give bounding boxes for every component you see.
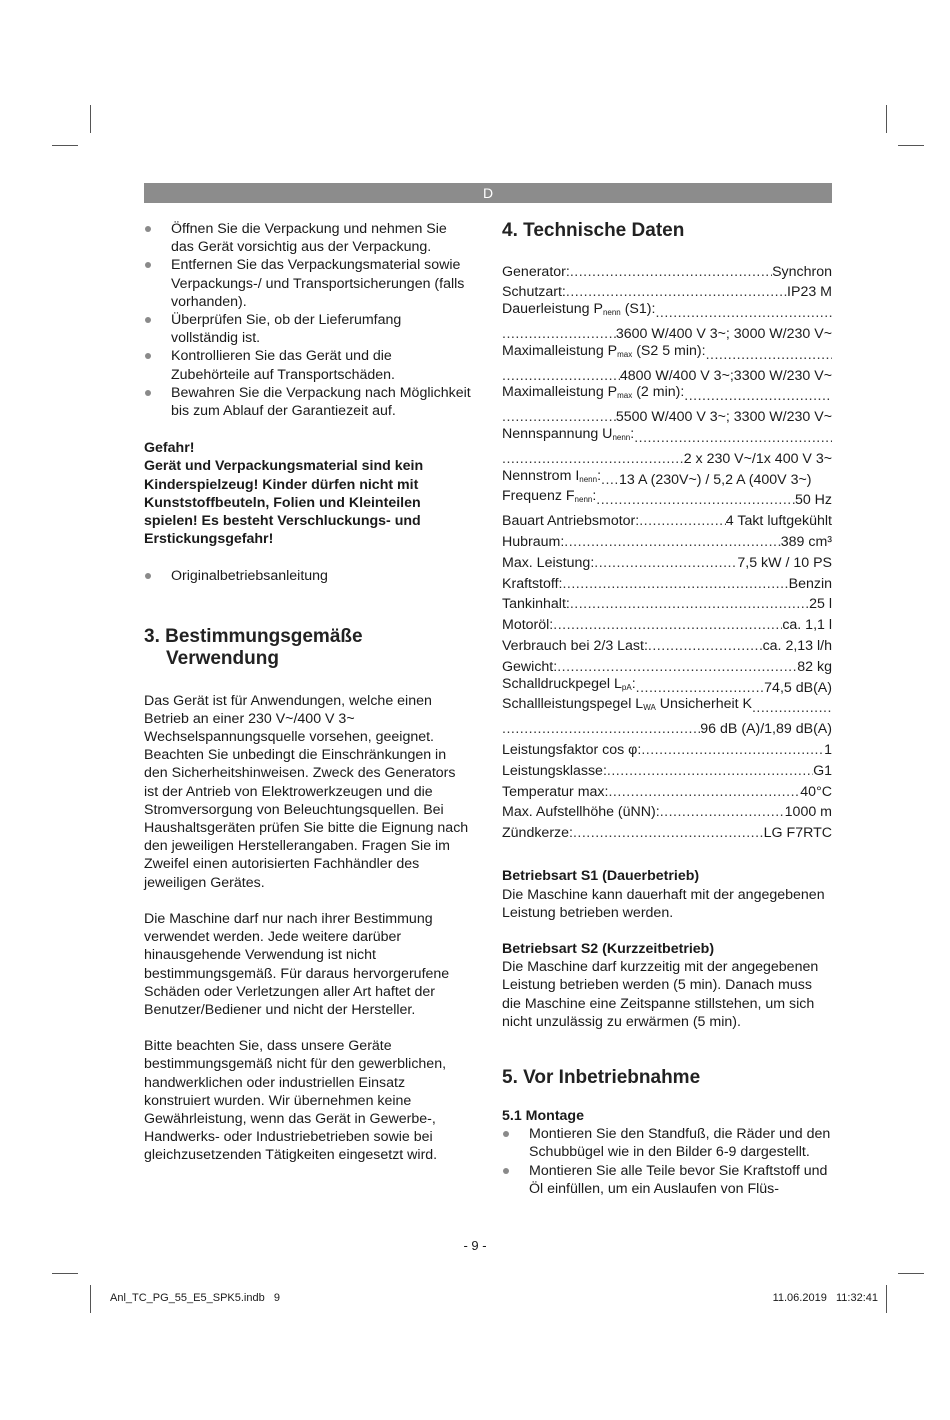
spec-label: Zündkerze: — [502, 825, 573, 842]
unpacking-list — [144, 220, 472, 420]
spec-label: Frequenz $F_{nenn}$: — [502, 488, 597, 505]
spec-row-nennspannung — [502, 426, 832, 447]
warning-text: Gerät und Verpackungsmaterial sind kein Kinderspielzeug! Kinder dürfen nicht mit Kunststoffbeuteln, Folien und Kleinteilen spielen! Es besteht Verschluckungs- und Erstickungsgefahr! — [144, 458, 424, 548]
spec-row-frequenz — [502, 489, 832, 510]
spec-row-max-2min-value — [502, 406, 832, 427]
spec-row-zuendkerze — [502, 822, 832, 843]
spec-row-generator — [502, 260, 832, 281]
spec-label: Leistungsfaktor cos φ: — [502, 741, 642, 758]
spec-label: Generator: — [502, 263, 570, 280]
spec-value: 50 Hz — [794, 492, 832, 509]
spec-label: Schallleistungspegel $L_{WA}$ Unsicherheit K — [502, 696, 752, 713]
section-3-heading — [144, 626, 472, 670]
crop-mark — [52, 145, 78, 146]
spec-label: Max. Aufstellhöhe (üNN): — [502, 804, 660, 821]
spec-value: 4800 W/400 V 3~;3300 W/230 V~ — [619, 367, 832, 384]
paragraph: Die Maschine kann dauerhaft mit der angegebenen Leistung betrieben werden. — [502, 886, 825, 921]
spec-value: 82 kg — [797, 658, 832, 675]
spec-value: 1 — [824, 741, 832, 758]
spec-label: Dauerleistung $P_{nenn}$ (S1): — [502, 301, 656, 318]
spec-value: 96 dB (A)/1,89 dB(A) — [700, 721, 832, 738]
spec-row-max-s2-value — [502, 364, 832, 385]
section-title: Verwendung — [166, 647, 279, 669]
spec-value: ca. 1,1 l — [782, 617, 832, 634]
spec-label: Maximalleistung $P_{max}$ (S2 5 min): — [502, 342, 706, 359]
page-number: - 9 - — [463, 1238, 487, 1253]
spec-label: Verbrauch bei 2/3 Last: — [502, 637, 648, 654]
warning-block — [144, 439, 472, 548]
spec-label: Nennstrom $I_{nenn}$: — [502, 467, 602, 484]
spec-value: 74,5 dB(A) — [764, 679, 832, 696]
spec-value: 3600 W/400 V 3~; 3000 W/230 V~ — [615, 325, 832, 342]
spec-value: 40°C — [800, 783, 832, 800]
spec-label: Bauart Antriebsmotor: — [502, 513, 640, 530]
spec-label: Tankinhalt: — [502, 596, 570, 613]
spec-label: Hubraum: — [502, 533, 565, 550]
spec-row-schallleistung — [502, 697, 832, 718]
spec-row-schalldruck — [502, 676, 832, 697]
spec-row-aufstellhoehe — [502, 801, 832, 822]
spec-table — [502, 260, 832, 842]
subheading: 5.1 Montage — [502, 1107, 584, 1124]
spec-row-schallleistung-value — [502, 718, 832, 739]
spec-row-hubraum — [502, 530, 832, 551]
spec-label: Nennspannung $U_{nenn}$: — [502, 425, 635, 442]
section-title: 3. Bestimmungsgemäße — [144, 625, 363, 647]
list-item: Originalbetriebsanleitung — [144, 567, 472, 585]
paragraph: Bitte beachten Sie, dass unsere Geräte bestimmungsgemäß nicht für den gewerblichen, handwerklichen oder industriellen Einsatz konstruiert wurden. Wir übernehmen keine Gewährleistung, wenn das Gerät in Gewerbe-, Handwerks- oder Industriebetrieben sowie bei gleichzusetzenden Tätigkeiten eingesetzt wird. — [144, 1038, 447, 1164]
spec-value: G1 — [813, 762, 832, 779]
spec-value: IP23 M — [787, 284, 832, 301]
footer-filename: Anl_TC_PG_55_E5_SPK5.indb 9 — [110, 1292, 281, 1304]
left-column — [144, 220, 472, 1165]
spec-label: Leistungsklasse: — [502, 762, 607, 779]
spec-value: Synchron — [772, 263, 832, 280]
section-title: 4. Technische Daten — [502, 220, 685, 241]
spec-row-gewicht — [502, 655, 832, 676]
spec-row-verbrauch — [502, 634, 832, 655]
spec-row-cosphi — [502, 738, 832, 759]
section-title: 5. Vor Inbetriebnahme — [502, 1066, 701, 1088]
spec-row-motoroel — [502, 614, 832, 635]
spec-label: Kraftstoff: — [502, 575, 563, 592]
spec-row-klasse — [502, 759, 832, 780]
spec-label: Motoröl: — [502, 617, 554, 634]
spec-value: 5500 W/400 V 3~; 3300 W/230 V~ — [615, 409, 832, 426]
spec-label: Schalldruckpegel $L_{pA}$: — [502, 675, 636, 692]
crop-mark — [898, 1273, 924, 1274]
paragraph: Die Maschine darf kurzzeitig mit der angegebenen Leistung betrieben werden (5 min). Danach muss die Maschine eine Zeitspanne stillstehen, um sich nicht unzulässig zu erwärmen (5 min). — [502, 959, 819, 1030]
crop-mark — [90, 105, 91, 133]
spec-row-leistung — [502, 551, 832, 572]
list-item: Öffnen Sie die Verpackung und nehmen Sie das Gerät vorsichtig aus der Verpackung. — [144, 220, 472, 256]
spec-row-dauerleistung — [502, 302, 832, 323]
spec-row-schutzart — [502, 281, 832, 302]
spec-value: ca. 2,13 l/h — [762, 637, 832, 654]
spec-row-bauart — [502, 510, 832, 531]
crop-mark — [886, 1285, 887, 1313]
spec-row-tankinhalt — [502, 593, 832, 614]
spec-label: Max. Leistung: — [502, 554, 595, 571]
crop-mark — [886, 105, 887, 133]
spec-row-max-s2 — [502, 343, 832, 364]
spec-value: 7,5 kW / 10 PS — [737, 554, 832, 571]
operating-mode-s2 — [502, 940, 832, 1031]
language-header-bar — [144, 183, 832, 203]
right-column — [502, 220, 832, 1198]
spec-label: Temperatur max: — [502, 783, 609, 800]
spec-value: 2 x 230 V~/1x 400 V 3~ — [683, 450, 832, 467]
paragraph: Das Gerät ist für Anwendungen, welche einen Betrieb an einer 230 V~/400 V 3~ Wechselspannungsquelle vorsehen, geeignet. Beachten Sie unbedingt die Einschränkungen in den Sicherheitshinweisen. Zweck des Generators ist der Antrieb von Elektrowerkzeugen und die Stromversorgung von Beleuchtungsquellen. Bei Haushaltsgeräten prüfen Sie bitte die Eignung nach den jeweiligen Herstellerangaben. Fragen Sie im Zweifel einen autorisierten Fachhändler des jeweiligen Gerätes. — [144, 692, 469, 891]
spec-value: 25 l — [809, 596, 832, 613]
crop-mark — [52, 1273, 78, 1274]
footer-datetime: 11.06.2019 11:32:41 — [772, 1292, 878, 1304]
list-item: Montieren Sie alle Teile bevor Sie Kraftstoff und Öl einfüllen, um ein Auslaufen von Flüs- — [502, 1162, 832, 1198]
list-item: Kontrollieren Sie das Gerät und die Zubehörteile auf Transportschäden. — [144, 347, 472, 383]
spec-row-kraftstoff — [502, 572, 832, 593]
operating-mode-s1 — [502, 867, 832, 922]
spec-value: 1000 m — [784, 804, 832, 821]
spec-label: Schutzart: — [502, 284, 566, 301]
spec-value: 389 cm³ — [780, 533, 832, 550]
list-item: Bewahren Sie die Verpackung nach Möglichkeit bis zum Ablauf der Garantiezeit auf. — [144, 384, 472, 420]
documents-list — [144, 567, 472, 585]
subheading: Betriebsart S2 (Kurzzeitbetrieb) — [502, 940, 715, 957]
montage-list — [502, 1125, 832, 1198]
crop-mark — [90, 1285, 91, 1313]
paragraph: Die Maschine darf nur nach ihrer Bestimmung verwendet werden. Jede weitere darüber hinausgehende Verwendung ist nicht bestimmungsgemäß. Für daraus hervorgerufene Schäden oder Verletzungen aller Art haftet der Benutzer/Bediener und nicht der Hersteller. — [144, 910, 450, 1018]
spec-value: Benzin — [788, 575, 832, 592]
list-item: Entfernen Sie das Verpackungsmaterial sowie Verpackungs-/ und Transportsicherungen (falls vorhanden). — [144, 256, 472, 311]
crop-mark — [898, 145, 924, 146]
warning-title: Gefahr! — [144, 440, 195, 457]
spec-value: 13 A (230V~) / 5,2 A (400V 3~) — [619, 471, 812, 488]
language-label: D — [482, 185, 494, 201]
spec-row-nennspannung-value — [502, 447, 832, 468]
spec-value: 4 Takt luftgekühlt — [725, 513, 832, 530]
subheading: Betriebsart S1 (Dauerbetrieb) — [502, 868, 700, 885]
spec-label: Maximalleistung $P_{max}$ (2 min): — [502, 384, 685, 401]
spec-row-temperatur — [502, 780, 832, 801]
spec-row-max-2min — [502, 385, 832, 406]
spec-label: Gewicht: — [502, 658, 558, 675]
spec-value: LG F7RTC — [763, 825, 832, 842]
list-item: Montieren Sie den Standfuß, die Räder und den Schubbügel wie in den Bilder 6-9 dargestellt. — [502, 1125, 832, 1161]
spec-row-dauerleistung-value — [502, 322, 832, 343]
spec-row-nennstrom — [502, 468, 832, 489]
list-item: Überprüfen Sie, ob der Lieferumfang vollständig ist. — [144, 311, 472, 347]
